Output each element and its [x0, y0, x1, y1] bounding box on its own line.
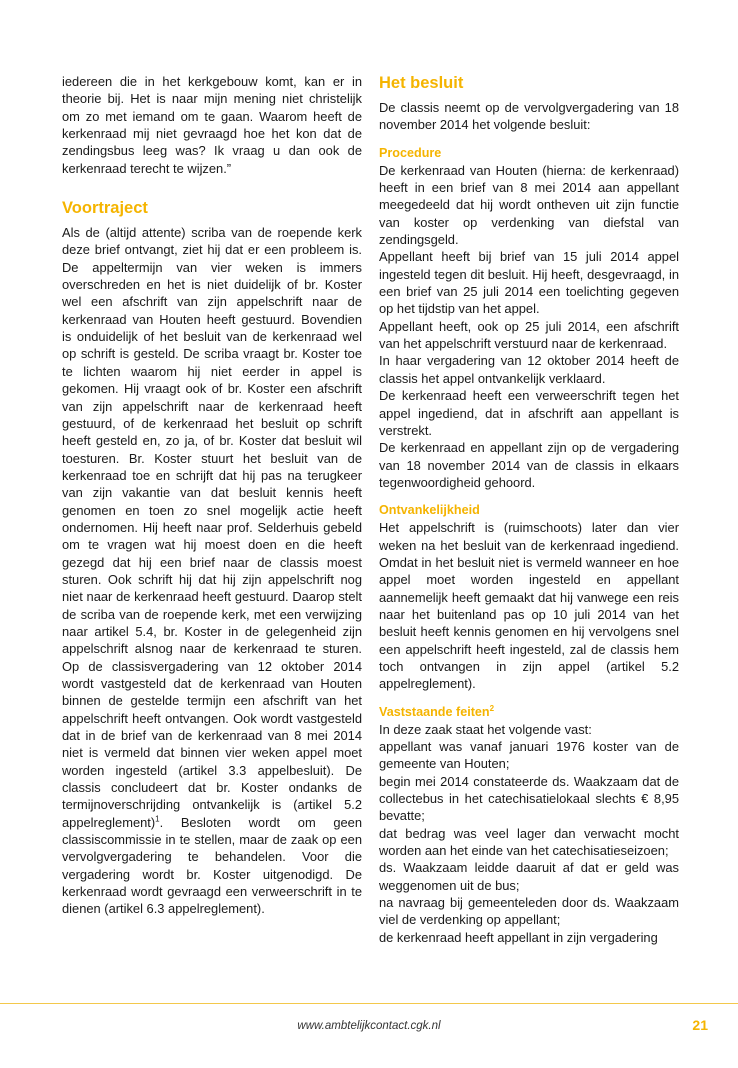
section-heading-voortraject: Voortraject: [62, 199, 148, 218]
voortraject-body: [62, 224, 362, 918]
procedure-paragraph: Appellant heeft bij brief van 15 juli 2014 appel ingesteld tegen dit besluit. Hij heeft, desgevraagd, in een brief van 25 juli 2014 een toelichting gegeven op het tijdstip van het appel.: [379, 249, 679, 317]
feiten-line: dat bedrag was veel lager dan verwacht mocht worden aan het einde van het catechisatieseizoen;: [379, 825, 679, 859]
procedure-paragraph: In haar vergadering van 12 oktober 2014 heeft de classis het appel ontvankelijk verklaard.: [379, 353, 679, 386]
feiten-line: appellant was vanaf januari 1976 koster van de gemeente van Houten;: [379, 739, 679, 772]
procedure-paragraph: Appellant heeft, ook op 25 juli 2014, een afschrift van het appelschrift verstuurd naar de kerkenraad.: [379, 318, 679, 352]
voortraject-text-end: . Besloten wordt om geen classiscommissie in te stellen, maar de zaak op een vervolgvergadering te behandelen. Voor die vergadering wordt br. Koster uitgenodigd. De kerkenraad wordt gevraagd een verweerschrift in te dienen (artikel 6.3 appelreglement).: [62, 814, 362, 917]
right-column: [379, 73, 679, 946]
besluit-intro: De classis neemt op de vervolgvergadering van 18 november 2014 het volgende besluit:: [379, 100, 679, 133]
feiten-line: In deze zaak staat het volgende vast:: [379, 721, 592, 737]
feiten-line: begin mei 2014 constateerde ds. Waakzaam dat de collectebus in het catechisatielokaal slechts € 8,95 bevatte;: [379, 773, 679, 824]
procedure-paragraph: De kerkenraad heeft een verweerschrift tegen het appel ingediend, dat in afschrift aan appellant is verstrekt.: [379, 388, 679, 438]
subheading-ontvankelijkheid: Ontvankelijkheid: [379, 503, 480, 518]
feiten-title: Vaststaande feiten: [379, 704, 490, 719]
footer-website-link[interactable]: www.ambtelijkcontact.cgk.nl: [297, 1020, 441, 1032]
page-number: 21: [692, 1017, 708, 1033]
left-column: [62, 73, 362, 918]
footnote-ref-2[interactable]: 2: [489, 703, 495, 713]
ontvankelijkheid-paragraph: Het appelschrift is (ruimschoots) later dan vier weken na het besluit van de kerkenraad ingediend. Omdat in het besluit niet is vermeld wanneer en hoe appel moet worden ingesteld en appellant aannemelijk heeft gemaakt dat hij vanwege een reis naar het buitenland pas op 10 juli 2014 van het besluit heeft kennis genomen en hij vervolgens snel een appelschrift heeft ingesteld, zal de classis hem toch ontvangen in zijn appel (artikel 5.2 appelreglement).: [379, 520, 679, 692]
footnote-ref-1[interactable]: 1: [155, 814, 160, 824]
section-heading-besluit: Het besluit: [379, 74, 464, 92]
subheading-vaststaande-feiten: [379, 704, 679, 721]
procedure-paragraph: De kerkenraad en appellant zijn op de vergadering van 18 november 2014 van de classis in elkaars tegenwoordigheid gehoord.: [379, 440, 679, 490]
feiten-line: na navraag bij gemeenteleden door ds. Waakzaam viel de verdenking op appellant;: [379, 895, 679, 928]
feiten-line: de kerkenraad heeft appellant in zijn vergadering: [379, 929, 658, 945]
voortraject-text: Als de (altijd attente) scriba van de roepende kerk deze brief ontvangt, ziet hij dat er een probleem is. De appeltermijn van vier weken is immers overschreden en het is niet duidelijk of br. Koster wel een afschrift van zijn appelschrift naar de kerkenraad van Houten heeft gestuurd. Bovendien is onduidelijk of het besluit van de kerkenraad wel op schrift is gesteld. De scriba vraagt br. Koster toe te lichten waarom hij niet eerder in appel is gekomen. Hij vraagt ook of br. Koster een afschrift van zijn appelschrift naar de kerkenraad heeft gestuurd, of de kerkenraad het besluit op schrift heeft gesteld en, zo ja, of br. Koster dat besluit wil toesturen. Br. Koster stuurt het besluit van de kerkenraad toe en schrijft dat hij pas na terugkeer van zijn vakantie van dat besluit kennis heeft genomen en toen zo snel mogelijk actie heeft ondernomen. Hij heeft naar prof. Selderhuis gebeld om te vragen wat hij moest doen en die heeft gezegd dat hij een brief naar de classis moest sturen. Ook schrift hij dat hij zijn appelschrift nog niet naar de kerkenraad heeft gestuurd. Daarop stelt de scriba van de roepende kerk, met een verwijzing naar artikel 5.4, br. Koster in de gelegenheid zijn appelschrift alsnog naar de kerkenraad te sturen. Op de classisvergadering van 12 oktober 2014 wordt vastgesteld dat de kerkenraad van Houten binnen de gestelde termijn een afschrift van het appelschrift heeft ontvangen. Ook wordt vastgesteld dat in de brief van de kerkenraad van 8 mei 2014 niet is vermeld dat binnen vier weken appel moet worden ingesteld (artikel 3.3 appelbesluit). De classis concludeert dat br. Koster ondanks de termijnoverschrijding ontvankelijk is (artikel 5.2 appelreglement): [62, 225, 362, 830]
subheading-procedure: Procedure: [379, 145, 442, 160]
footer-divider: [0, 1003, 738, 1004]
feiten-line: ds. Waakzaam leidde daaruit af dat er geld was weggenomen uit de bus;: [379, 860, 679, 893]
procedure-paragraph: De kerkenraad van Houten (hierna: de kerkenraad) heeft in een brief van 8 mei 2014 aan appellant meegedeeld dat hij wordt ontheven uit zijn functie van koster op verdenking van diefstal van zendingsgeld.: [379, 162, 679, 248]
intro-paragraph: iedereen die in het kerkgebouw komt, kan er in theorie bij. Het is naar mijn mening niet christelijk om zo met iemand om te gaan. Waarom heeft de kerkenraad mij niet gevraagd hoe het kon dat de zendingsbus leeg was? Ik vraag u dan ook de kerkenraad terecht te wijzen.”: [62, 74, 362, 176]
